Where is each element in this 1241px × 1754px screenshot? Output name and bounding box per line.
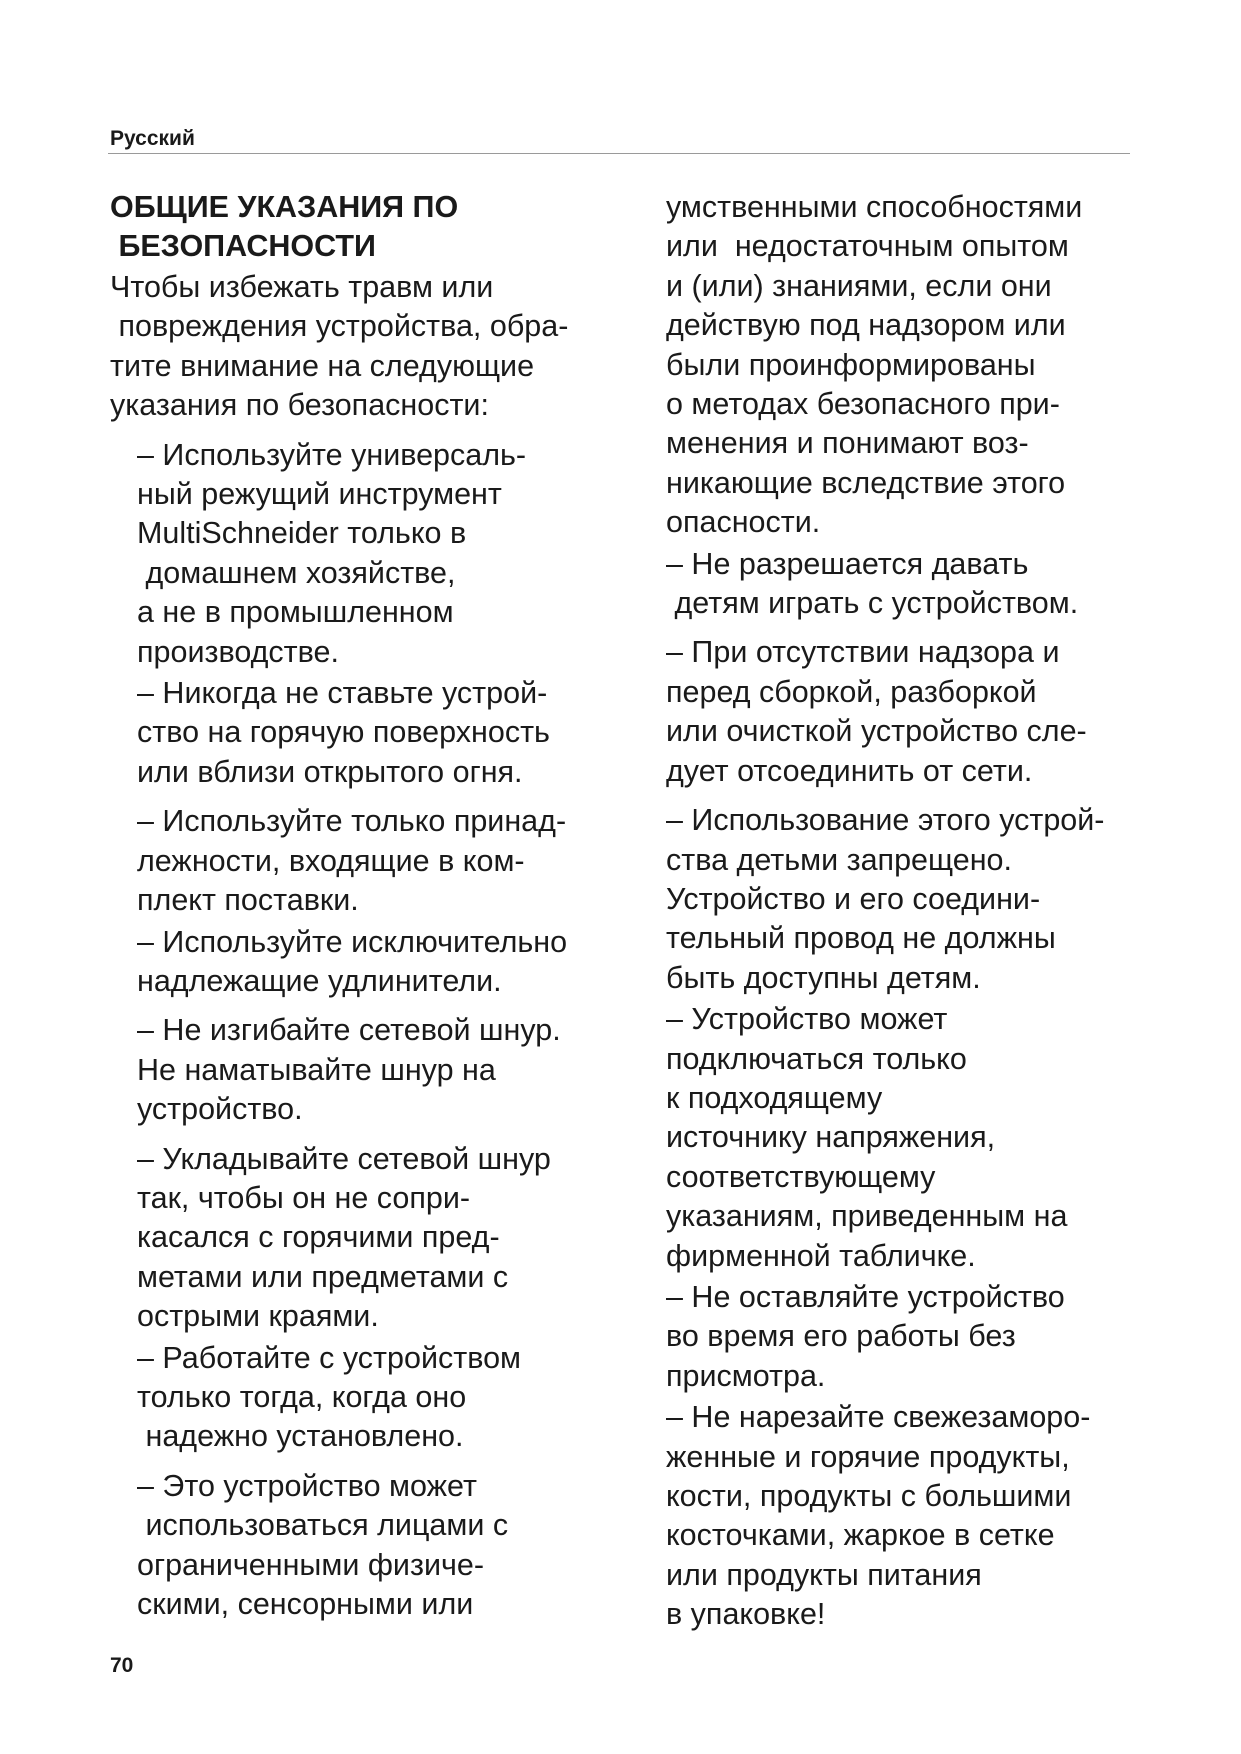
right-column: [666, 188, 1161, 1637]
safety-item-line: – Это устройство может: [137, 1468, 477, 1503]
section-title-line: ОБЩИЕ УКАЗАНИЯ ПО: [110, 190, 459, 224]
safety-item-line: Не наматывайте шнур на: [137, 1052, 496, 1087]
safety-item-line: ный режущий инструмент: [137, 477, 502, 512]
intro-line: повреждения устройства, обра-: [110, 309, 569, 344]
safety-item: [137, 1140, 640, 1337]
left-column: [110, 188, 640, 1626]
safety-item-line: – При отсутствии надзора и: [666, 635, 1060, 670]
safety-item: [666, 1278, 1161, 1396]
safety-item-line: быть доступны детям.: [666, 960, 981, 995]
safety-item: [666, 801, 1161, 998]
safety-item-line: соответствующему: [666, 1159, 936, 1194]
safety-item-line: ство на горячую поверхность: [137, 715, 550, 750]
intro-line: тите внимание на следующие: [110, 348, 535, 383]
safety-item-line: использоваться лицами с: [137, 1508, 509, 1543]
safety-item-line: или продукты питания: [666, 1557, 982, 1592]
safety-item-line: лежности, входящие в ком-: [137, 843, 525, 878]
safety-item-line: кости, продукты с большими: [666, 1479, 1072, 1513]
safety-item-line: присмотра.: [666, 1358, 826, 1393]
safety-item-line: – Работайте с устройством: [137, 1340, 522, 1375]
safety-item: [137, 1467, 640, 1625]
safety-item-line: – Не нарезайте свежезаморо-: [666, 1400, 1091, 1435]
safety-item-line: домашнем хозяйстве,: [137, 555, 456, 590]
safety-item-line: – Используйте универсаль-: [137, 437, 527, 472]
safety-item-line: – Используйте только принад-: [137, 804, 567, 839]
safety-item-line: плект поставки.: [137, 883, 359, 918]
safety-item-line: подключаться только: [666, 1041, 967, 1076]
safety-item-line: надежно установлено.: [137, 1419, 464, 1454]
safety-item-line: касался с горячими пред-: [137, 1220, 500, 1255]
safety-item-line: – Не разрешается давать: [666, 546, 1029, 581]
safety-item-line: а не в промышленном: [137, 595, 454, 630]
section-title-line: БЕЗОПАСНОСТИ: [110, 229, 376, 263]
safety-item-line: или недостаточным опытом: [666, 229, 1069, 264]
safety-item: [666, 633, 1161, 791]
safety-item-line: опасности.: [666, 505, 821, 540]
intro-paragraph: [110, 268, 640, 426]
safety-item-line: косточками, жаркое в сетке: [666, 1518, 1055, 1553]
safety-item-line: надлежащие удлинители.: [137, 963, 502, 998]
safety-item-line: или вблизи открытого огня.: [137, 754, 523, 789]
safety-item-line: острыми краями.: [137, 1299, 379, 1334]
safety-item: [666, 545, 1161, 624]
safety-item-line: устройство.: [137, 1092, 303, 1127]
safety-item-line: или очисткой устройство сле-: [666, 714, 1087, 749]
intro-line: указания по безопасности:: [110, 388, 489, 423]
safety-item-line: Устройство и его соедини-: [666, 881, 1041, 916]
safety-item-line: перед сборкой, разборкой: [666, 674, 1037, 709]
safety-item: [137, 1011, 640, 1129]
header-divider: [108, 153, 1130, 154]
page-number: 70: [110, 1654, 134, 1677]
safety-item-line: в упаковке!: [666, 1597, 826, 1632]
safety-item-line: никающие вследствие этого: [666, 465, 1066, 500]
safety-item-line: метами или предметами с: [137, 1259, 509, 1294]
safety-item: [137, 923, 640, 1002]
safety-item-line: ства детьми запрещено.: [666, 842, 1012, 877]
safety-item: [137, 1339, 640, 1457]
safety-item-line: – Укладывайте сетевой шнур: [137, 1141, 551, 1176]
safety-item-line: менения и понимают воз-: [666, 426, 1029, 461]
header-language-label: Русский: [110, 127, 195, 150]
safety-item-line: к подходящему: [666, 1080, 883, 1115]
safety-item-line: источнику напряжения,: [666, 1120, 996, 1155]
safety-item-line: – Никогда не ставьте устрой-: [137, 676, 548, 711]
safety-item-line: умственными способностями: [666, 190, 1083, 224]
safety-item: [666, 1398, 1161, 1634]
safety-item: [137, 436, 640, 672]
safety-item: [137, 802, 640, 920]
safety-item-line: так, чтобы он не сопри-: [137, 1180, 471, 1215]
safety-item: [666, 188, 1161, 543]
intro-line: Чтобы избежать травм или: [110, 270, 494, 304]
safety-item-line: ограниченными физиче-: [137, 1547, 484, 1582]
safety-item-line: – Использование этого устрой-: [666, 803, 1105, 838]
section-title: [110, 188, 640, 266]
safety-item-line: – Устройство может: [666, 1002, 948, 1037]
safety-item: [666, 1000, 1161, 1276]
safety-item: [137, 674, 640, 792]
safety-item-line: во время его работы без: [666, 1319, 1016, 1354]
safety-item-line: – Используйте исключительно: [137, 924, 568, 959]
safety-item-line: и (или) знаниями, если они: [666, 268, 1052, 303]
safety-item-line: детям играть с устройством.: [666, 586, 1079, 621]
safety-item-line: – Не изгибайте сетевой шнур.: [137, 1013, 561, 1048]
safety-item-line: дует отсоединить от сети.: [666, 753, 1033, 788]
safety-item-line: тельный провод не должны: [666, 921, 1056, 956]
safety-item-line: указаниям, приведенным на: [666, 1199, 1068, 1234]
safety-item-line: только тогда, когда оно: [137, 1379, 467, 1414]
safety-item-line: действую под надзором или: [666, 308, 1066, 343]
safety-item-line: были проинформированы: [666, 347, 1036, 382]
left-safety-list: [137, 436, 640, 1625]
safety-item-line: – Не оставляйте устройство: [666, 1279, 1065, 1314]
safety-item-line: о методах безопасного при-: [666, 387, 1060, 422]
safety-item-line: скими, сенсорными или: [137, 1587, 474, 1621]
safety-item-line: производстве.: [137, 634, 339, 669]
safety-item-line: MultiSchneider только в: [137, 516, 467, 551]
safety-item-line: женные и горячие продукты,: [666, 1439, 1070, 1474]
safety-item-line: фирменной табличке.: [666, 1238, 976, 1273]
